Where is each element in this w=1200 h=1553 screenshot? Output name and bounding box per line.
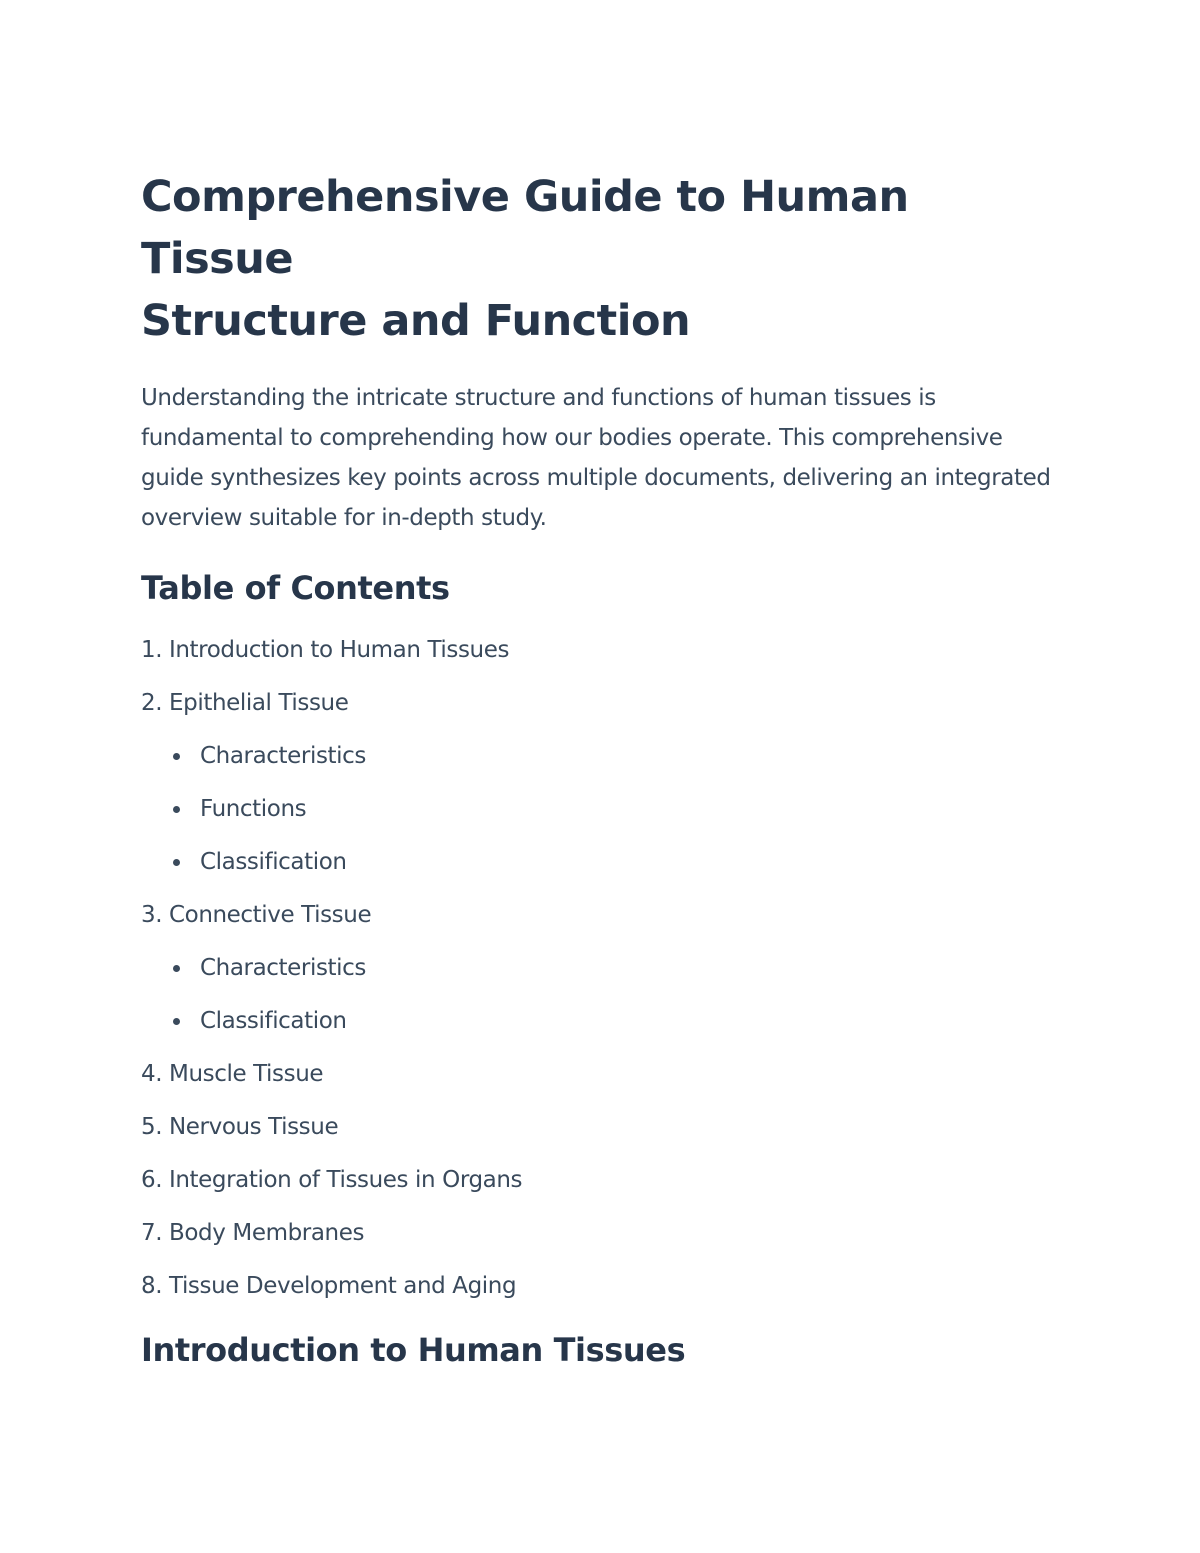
toc-item-label: Epithelial Tissue <box>169 690 349 716</box>
toc-item-label: Nervous Tissue <box>169 1114 339 1140</box>
table-of-contents <box>141 634 1061 1302</box>
toc-item-number: 8. <box>141 1273 163 1299</box>
toc-subitem-characteristics[interactable] <box>171 952 1061 984</box>
toc-subitem-label: Classification <box>200 849 347 875</box>
document-title <box>141 166 1061 352</box>
toc-item-muscle[interactable] <box>141 1058 1061 1090</box>
toc-item-number: 2. <box>141 690 163 716</box>
section-heading-introduction: Introduction to Human Tissues <box>141 1331 686 1369</box>
bullet-icon <box>173 859 180 866</box>
title-line-1: Comprehensive Guide to Human Tissue <box>141 172 909 284</box>
toc-item-connective[interactable] <box>141 899 1061 1037</box>
document-page <box>141 166 1061 1370</box>
toc-subitem-characteristics[interactable] <box>171 740 1061 772</box>
bullet-icon <box>173 806 180 813</box>
toc-subitem-label: Functions <box>200 796 307 822</box>
toc-item-number: 1. <box>141 637 163 663</box>
toc-item-nervous[interactable] <box>141 1111 1061 1143</box>
toc-heading: Table of Contents <box>141 569 450 607</box>
toc-item-label: Body Membranes <box>169 1220 365 1246</box>
toc-item-number: 5. <box>141 1114 163 1140</box>
toc-item-label: Tissue Development and Aging <box>169 1273 517 1299</box>
toc-subitem-label: Classification <box>200 1008 347 1034</box>
toc-subitem-classification[interactable] <box>171 1005 1061 1037</box>
bullet-icon <box>173 1018 180 1025</box>
toc-item-number: 6. <box>141 1167 163 1193</box>
toc-item-number: 3. <box>141 902 163 928</box>
toc-subitem-functions[interactable] <box>171 793 1061 825</box>
toc-item-label: Integration of Tissues in Organs <box>169 1167 523 1193</box>
intro-paragraph: Understanding the intricate structure and functions of human tissues is fundamental to comprehending how our bodies operate. This comprehensive guide synthesizes key points across multiple documents, delivering an integrated overview suitable for in-depth study. <box>141 385 1051 531</box>
bullet-icon <box>173 965 180 972</box>
toc-item-label: Connective Tissue <box>169 902 372 928</box>
toc-item-introduction[interactable] <box>141 634 1061 666</box>
toc-subitem-label: Characteristics <box>200 743 366 769</box>
toc-sublist <box>141 952 1061 1037</box>
toc-item-epithelial[interactable] <box>141 687 1061 878</box>
toc-item-membranes[interactable] <box>141 1217 1061 1249</box>
toc-subitem-classification[interactable] <box>171 846 1061 878</box>
toc-item-label: Muscle Tissue <box>169 1061 324 1087</box>
toc-item-number: 4. <box>141 1061 163 1087</box>
toc-item-development[interactable] <box>141 1270 1061 1302</box>
toc-sublist <box>141 740 1061 878</box>
bullet-icon <box>173 753 180 760</box>
toc-subitem-label: Characteristics <box>200 955 366 981</box>
toc-item-integration[interactable] <box>141 1164 1061 1196</box>
toc-item-label: Introduction to Human Tissues <box>169 637 510 663</box>
title-line-2: Structure and Function <box>141 296 691 346</box>
toc-item-number: 7. <box>141 1220 163 1246</box>
